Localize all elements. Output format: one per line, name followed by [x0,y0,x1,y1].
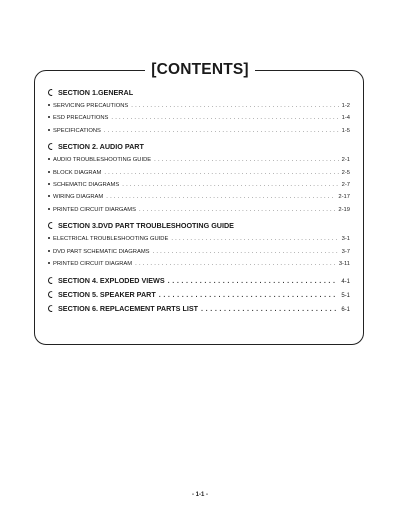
half-circle-icon [48,143,55,150]
bullet-icon [48,104,50,106]
bullet-icon [48,158,50,160]
toc-entry [48,258,350,270]
bullet-icon [48,129,50,131]
title-wrap [0,61,400,79]
toc-entry-label: ESD PRECAUTIONS [53,115,109,122]
toc-entry [48,100,350,112]
toc-section-heading: SECTION 4. EXPLODED VIEWS [58,276,165,286]
toc-section-heading: SECTION 6. REPLACEMENT PARTS LIST [58,304,199,314]
toc-entry [48,204,350,216]
half-circle-icon [48,305,55,312]
bullet-icon [48,250,50,252]
leader-dots [122,179,338,191]
leader-dots [168,275,339,287]
toc-entry-page: 1-2 [341,103,350,109]
toc-section-page: 6-1 [341,307,350,314]
leader-dots [111,112,338,124]
bullet-icon [48,116,50,118]
toc-entry [48,233,350,245]
leader-dots [171,233,338,245]
toc-entry-label: SERVICING PRECAUTIONS [53,103,129,109]
toc-section-3 [48,221,350,270]
leader-dots [154,154,338,166]
toc-entry-page: 2-5 [341,169,350,176]
toc-toplevel-sections [48,275,350,317]
toc-entry-label: BLOCK DIAGRAM [53,169,102,176]
bullet-icon [48,171,50,173]
leader-dots [153,246,339,258]
half-circle-icon [48,222,55,229]
toc-entry-page: 2-7 [341,181,350,188]
toc-section-5 [48,289,350,303]
leader-dots [131,100,338,112]
toc-entry-page: 3-11 [338,260,350,267]
toc-section-heading: SECTION 5. SPEAKER PART [58,290,156,300]
toc-entry-label: SCHEMATIC DIAGRAMS [53,181,120,188]
bullet-icon [48,262,50,264]
leader-dots [104,167,338,179]
toc-entry-page: 2-17 [338,194,350,201]
toc-entry-page: 3-1 [341,236,350,243]
toc-entry-label: AUDIO TROUBLESHOOTING GUIDE [53,157,152,164]
toc-entry [48,167,350,179]
toc-section-page: 4-1 [341,279,350,286]
toc-entry [48,125,350,137]
toc-entry [48,191,350,203]
bullet-icon [48,183,50,185]
toc-section-2 [48,142,350,216]
toc-entry-page: 1-5 [341,127,350,134]
bullet-icon [48,237,50,239]
leader-dots [139,204,335,216]
half-circle-icon [48,291,55,298]
toc-entry-page: 2-19 [338,206,350,213]
toc-entry-page: 2-1 [341,157,350,164]
bullet-icon [48,208,50,210]
toc-section-6 [48,303,350,317]
toc-section-heading: SECTION 1.GENERAL [48,88,350,100]
toc-entry-label: PRINTED CIRCUIT DIAGRAM [53,260,133,267]
toc-entry [48,154,350,166]
toc-section-heading: SECTION 2. AUDIO PART [48,142,350,154]
toc-section-1 [48,88,350,137]
toc-entry-label: WIRING DIAGRAM [53,194,104,201]
toc-entry-label: PRINTED CIRCUIT DIARGAMS [53,206,136,213]
leader-dots [135,258,336,270]
page-title: [CONTENTS] [145,61,255,79]
toc-entry [48,112,350,124]
toc-list [48,88,350,322]
half-circle-icon [48,89,55,96]
toc-entry-label: DVD PART SCHEMATIC DIAGRAMS [53,248,150,255]
leader-dots [159,289,339,301]
leader-dots [104,125,339,137]
toc-section-heading: SECTION 3.DVD PART TROUBLESHOOTING GUIDE [48,221,350,233]
leader-dots [106,191,335,203]
toc-entry-page: 3-7 [341,248,350,255]
toc-entry [48,179,350,191]
half-circle-icon [48,277,55,284]
toc-entry-page: 1-4 [341,115,350,122]
bullet-icon [48,195,50,197]
toc-section-page: 5-1 [341,293,350,300]
toc-entry-label: ELECTRICAL TROUBLESHOOTING GUIDE [53,236,169,243]
page-number-footer: - 1-1 - [191,492,208,498]
toc-entry-label: SPECIFICATIONS [53,127,101,134]
leader-dots [201,303,338,315]
toc-entry [48,246,350,258]
toc-section-4 [48,275,350,289]
